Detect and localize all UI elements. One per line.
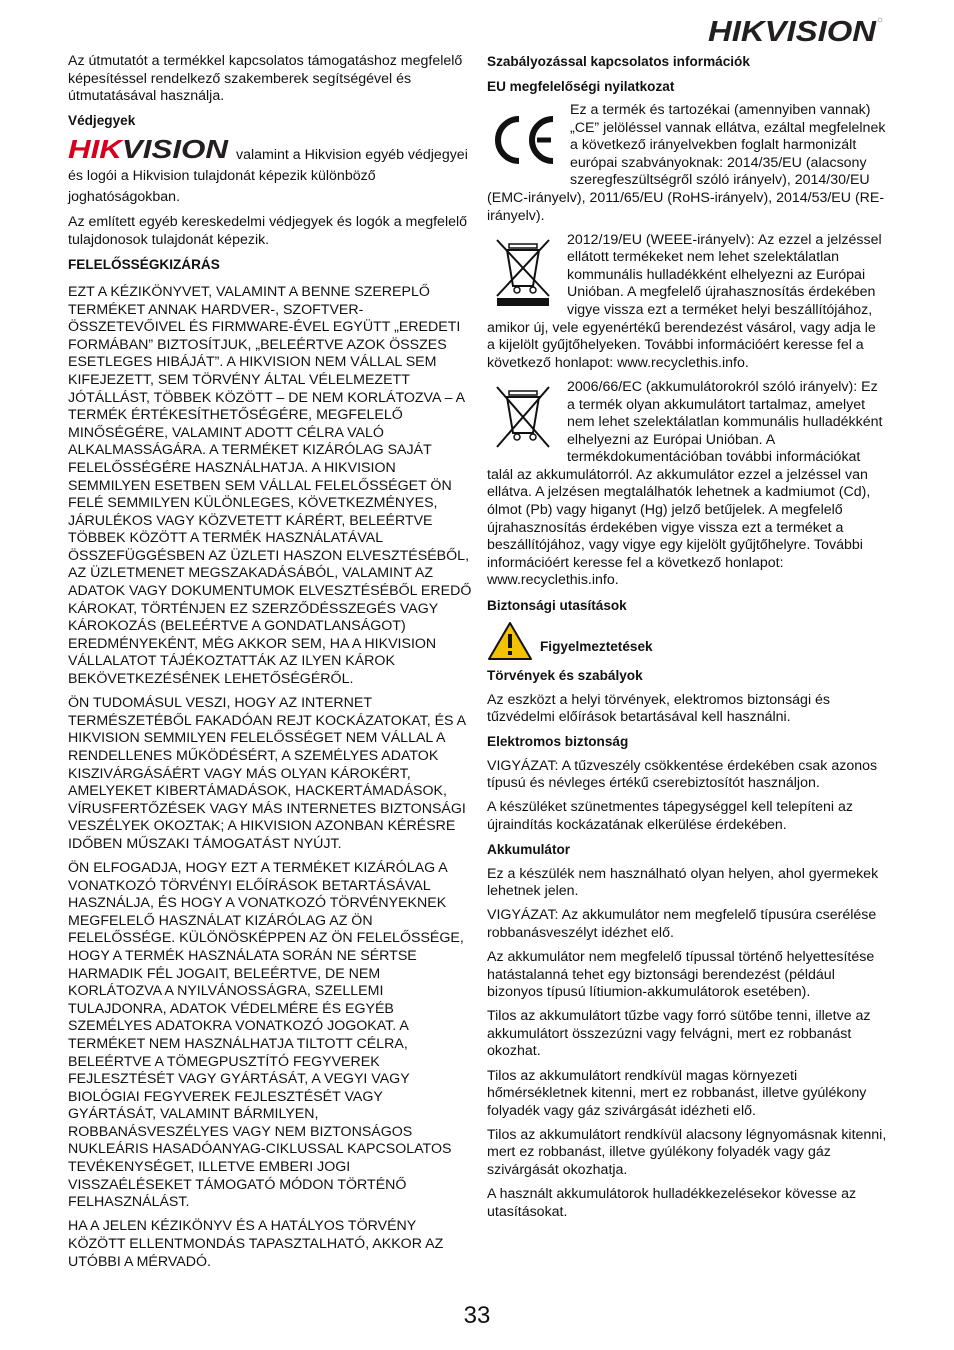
warnings-row (487, 621, 887, 661)
disclaimer-paragraph-2: ÖN TUDOMÁSUL VESZI, HOGY AZ INTERNET TERMÉSZETÉBŐL FAKADÓAN REJT KOCKÁZATOKAT, ÉS A HIKVISION SEMMILYEN FELELŐSSÉGET NEM VÁLLAL A RENDELLENES MŰKÖDÉSÉRT, A SZEMÉLYES ADATOK KISZIVÁRGÁSÁÉRT VAGY MÁS OLYAN KÁROKÉRT, AMELYEKET KIBERTÁMADÁSOK, HACKERTÁMADÁSOK, VÍRUSFERTŐZÉSEK VAGY MÁS INTERNETES BIZTONSÁGI VESZÉLYEK OKOZTAK; A HIKVISION AZONBAN KÉRÉSRE IDŐBEN MŰSZAKI TÁMOGATÁST NYÚJT. (68, 695, 466, 852)
left-column (68, 53, 474, 1278)
weee-section (487, 232, 887, 379)
hikvision-logo-text: HIKVISION (708, 16, 878, 46)
electrical-safety-heading: Elektromos biztonság (487, 734, 629, 750)
trademarks-text: valamint a Hikvision egyéb védjegyei és logói a Hikvision tulajdonát képezik különböző joghatóságokban. (68, 146, 468, 205)
laws-text: Az eszközt a helyi törvények, elektromos biztonsági és tűzvédelmi előírások betartásával kell használni. (487, 691, 831, 726)
battery-bin-icon (487, 381, 559, 453)
disclaimer-heading: FELELŐSSÉGKIZÁRÁS (68, 256, 220, 272)
trademarks-other-paragraph: Az említett egyéb kereskedelmi védjegyek és logók a megfelelő tulajdonosok tulajdonát képezik. (68, 214, 468, 248)
intro-paragraph: Az útmutatót a termékkel kapcsolatos támogatáshoz megfelelő képesítéssel rendelkező szakemberek segítségével és útmutatásával használja. (68, 53, 463, 105)
svg-text:HIKVISION: HIK VISION (68, 136, 211, 161)
warnings-heading: Figyelmeztetések (540, 639, 653, 655)
hikvision-logo (708, 14, 884, 46)
battery-paragraph-3: Az akkumulátor nem megfelelő típussal történő helyettesítése hatástalanná tehet egy biztonsági berendezést (például bizonyos típusú lítiumion-akkumulátorok esetében). (487, 948, 875, 1001)
battery-paragraph-2: VIGYÁZAT: Az akkumulátor nem megfelelő típusúra cserélése robbanásveszélyt idézhet elő. (487, 907, 877, 941)
battery-directive-section (487, 379, 887, 597)
battery-heading: Akkumulátor (487, 842, 571, 858)
electrical-paragraph-1: VIGYÁZAT: A tűzveszély csökkentése érdekében csak azonos típusú és névleges értékű cserebiztosítót használjon. (487, 757, 878, 792)
battery-paragraph-1: Ez a készülék nem használható olyan helyen, ahol gyermekek lehetnek jelen. (487, 865, 879, 900)
disclaimer-paragraph-1: EZT A KÉZIKÖNYVET, VALAMINT A BENNE SZEREPLŐ TERMÉKET ANNAK HARDVER-, SZOFTVER-ÖSSZETEVŐIVEL ÉS FIRMWARE-ÉVEL EGYÜTT „EREDETI FORMÁBAN” BIZTOSÍTJUK, „BELEÉRTVE AZOK ÖSSZES ESETLEGES HIBÁJÁT”. A HIKVISION NEM VÁLLAL SEM KIFEJEZETT, SEM TÖRVÉNY ÁLTAL VÉLELMEZETT JÓTÁLLÁST, TÖBBEK KÖZÖTT – DE NEM KORLÁTOZVA – A TERMÉK ÉRTÉKESÍTHETŐSÉGÉRE, MEGFELELŐ MINŐSÉGÉRE, VALAMINT ADOTT CÉLRA VALÓ ALKALMASSÁGÁRA. A TERMÉKET KIZÁRÓLAG SAJÁT FELELŐSSÉGÉRE HASZNÁLHATJA. A HIKVISION SEMMILYEN ESETBEN SEM VÁLLAL FELELŐSSÉGET ÖN FELÉ SEMMILYEN KÜLÖNLEGES, KÖVETKEZMÉNYES, JÁRULÉKOS VAGY KÖZVETETT KÁRÉRT, BELEÉRTVE TÖBBEK KÖZÖTT A TERMÉK HASZNÁLATÁVAL ÖSSZEFÜGGÉSBEN AZ ÜZLETI HASZON ELVESZTÉSÉBŐL, AZ ÜZLETMENET MEGSZAKADÁSÁBÓL, VALAMINT AZ ADATOK VAGY DOKUMENTUMOK ELVESZTÉSÉBŐL EREDŐ KÁROKAT, TÖRTÉNJEN EZ SZERZŐDÉSSZEGÉS VAGY KÁROKOZÁS (BELEÉRTVE A GONDATLANSÁGOT) EREDMÉNYEKÉNT, MÉG AKKOR SEM, HA A HIKVISION VÁLLALATOT TÁJÉKOZTATTÁK AZ ILYEN KÁROK BEKÖVETKEZÉSÉNEK LEHETŐSÉGÉRŐL. (68, 283, 472, 688)
disclaimer-paragraph-3: ÖN ELFOGADJA, HOGY EZT A TERMÉKET KIZÁRÓLAG A VONATKOZÓ TÖRVÉNYI ELŐÍRÁSOK BETARTÁSÁVAL HASZNÁLJA, ÉS HOGY A VONATKOZÓ TÖRVÉNYEKNEK MEGFELELŐ HASZNÁLAT KIZÁRÓLAG AZ ÖN FELELŐSSÉGE. KÜLÖNÖSKÉPPEN AZ ÖN FELELŐSSÉGE, HOGY A TERMÉK HASZNÁLATA SORÁN NE SÉRTSE HARMADIK FÉL JOGAIT, BELEÉRTVE, DE NEM KORLÁTOZVA A NYILVÁNOSSÁGRA, SZELLEMI TULAJDONRA, ADATOK VÉDELMÉRE ÉS EGYÉB SZEMÉLYES ADATOKRA VONATKOZÓ JOGOKAT. A TERMÉKET NEM HASZNÁLHATJA TILTOTT CÉLRA, BELEÉRTVE A TÖMEGPUSZTÍTÓ FEGYVEREK FEJLESZTÉSÉT VAGY GYÁRTÁSÁT, A VEGYI VAGY BIOLÓGIAI FEGYVEREK FEJLESZTÉSÉT VAGY GYÁRTÁSÁT, VALAMINT BÁRMILYEN, ROBBANÁSVESZÉLYES VAGY NEM BIZTONSÁGOS NUKLEÁRIS HASADÓANYAG-CIKLUSSAL KAPCSOLATOS TEVÉKENYSÉGET, ILLETVE EMBERI JOGI VISSZAÉLÉSEKET TÁMOGATÓ MÓDON TÖRTÉNŐ FELHASZNÁLÁST. (68, 859, 464, 1211)
page-number: 33 (463, 1302, 491, 1329)
trademarks-paragraph (68, 137, 474, 208)
electrical-paragraph-2: A készüléket szünetmentes tápegységgel kell telepíteni az újraindítás kockázatának elkerülése érdekében. (487, 799, 853, 833)
laws-heading: Törvények és szabályok (487, 668, 643, 684)
hikvision-inline-logo (68, 137, 230, 161)
ce-text: Ez a termék és tartozékai (amennyiben vannak) „CE” jelöléssel vannak ellátva, ezáltal megfelelnek a következő irányelvekben foglalt harmonizált európai szabványoknak: 2014/35/EU (alacsony szeregfeszültségről szóló irányelv), 2014/30/EU (EMC-irányelv), 2011/65/EU (RoHS-irányelv), 2014/53/EU (RE-irányelv). (487, 102, 886, 224)
ce-section (487, 102, 887, 232)
warning-triangle-icon (487, 621, 533, 661)
battery-paragraph-5: Tilos az akkumulátort rendkívül magas környezeti hőmérsékletnek kitenni, mert ez robbanást, illetve gyúlékony folyadék vagy gáz szivárgását idézheti elő. (487, 1067, 867, 1119)
disclaimer-paragraph-4: HA A JELEN KÉZIKÖNYV ÉS A HATÁLYOS TÖRVÉNY KÖZÖTT ELLENTMONDÁS TAPASZTALHATÓ, AKKOR AZ UTÓBBI A MÉRVADÓ. (68, 1218, 444, 1270)
regulatory-heading: Szabályozással kapcsolatos információk (487, 54, 750, 69)
battery-directive-text: 2006/66/EC (akkumulátorokról szóló irányelv): Ez a termék olyan akkumulátort tartalmaz, amelyet nem lehet szelektálatlan kommunális hulladékként elhelyezni az Európai Unióban. A termékdokumentációban további információkat talál az akkumulátorról. Az akkumulátor ezzel a jelzéssel van ellátva. A jelzésen megtalálhatók lehetnek a kadmiumot (Cd), ólmot (Pb) vagy higanyt (Hg) jelző betűjelek. A megfelelő újrahasznosítás érdekében vigye vissza ezt a terméket a beszállítójához, vagy vigye egy kijelölt gyűjtőhelyre. További információért keresse fel a következő honlapot: www.recyclethis.info. (487, 378, 883, 589)
trademarks-heading: Védjegyek (68, 113, 136, 129)
weee-bin-icon (487, 234, 559, 306)
battery-paragraph-4: Tilos az akkumulátort tűzbe vagy forró sütőbe tenni, illetve az akkumulátort összezúzni vagy felvágni, mert ez robbanást okozhat. (487, 1008, 871, 1060)
ce-mark-icon (487, 105, 562, 175)
battery-paragraph-7: A használt akkumulátorok hulladékkezelésekor kövesse az utasításokat. (487, 1186, 857, 1220)
safety-heading: Biztonsági utasítások (487, 597, 627, 613)
weee-text: 2012/19/EU (WEEE-irányelv): Az ezzel a jelzéssel ellátott termékeket nem lehet szelektálatlan kommunális hulladékként elhelyezni az Európai Unióban. A megfelelő újrahasznosítás érdekében vigye vissza ezt a terméket helyi beszállítójához, amikor új, vele egyenértékű berendezést vásárol, vagy adja le a kijelölt gyűjtőhelyeken. További információért keresse fel a következő honlapot: www.recyclethis.info. (487, 231, 882, 371)
right-column (487, 53, 887, 1228)
battery-paragraph-6: Tilos az akkumulátort rendkívül alacsony légnyomásnak kitenni, mert ez robbanást, illetve gyúlékony folyadék vagy gáz szivárgását okozhatja. (487, 1126, 887, 1178)
eu-conformity-heading: EU megfelelőségi nyilatkozat (487, 78, 675, 94)
